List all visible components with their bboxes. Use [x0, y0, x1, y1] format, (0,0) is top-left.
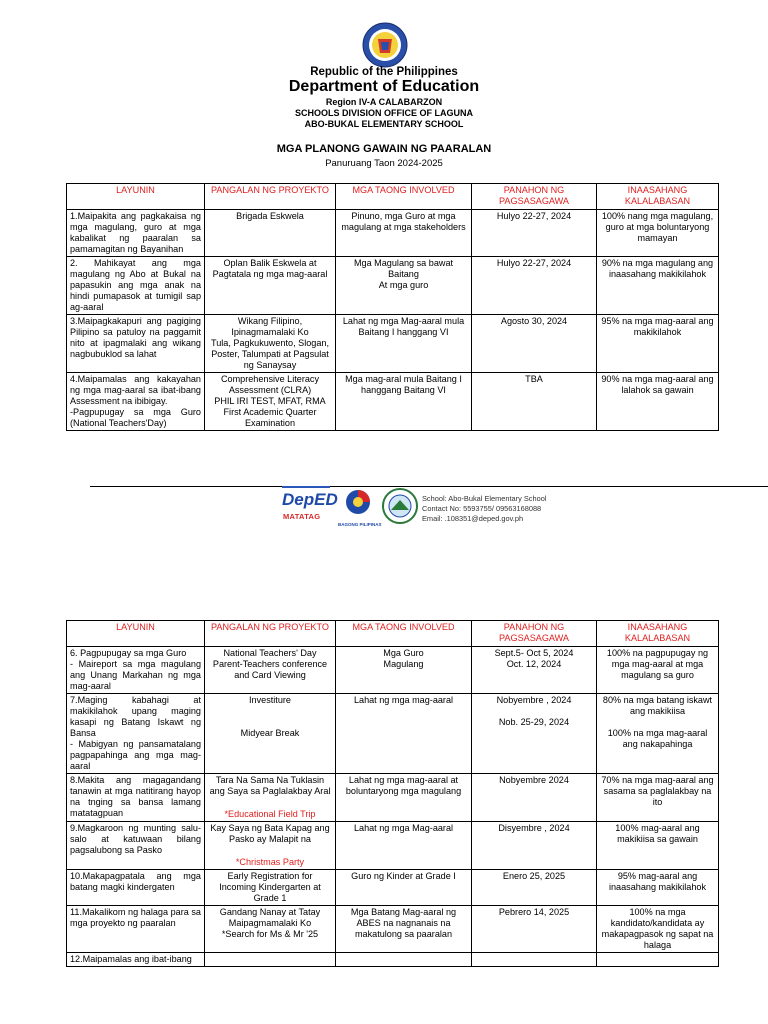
cell-layunin: [67, 822, 205, 870]
cell-kalalabasan-text: 95% na mga mag-aaral ang makikilahok: [601, 316, 714, 337]
contact-block: [422, 494, 546, 524]
cell-layunin: [67, 257, 205, 315]
cell-proyekto-text: Oplan Balik Eskwela at Pagtatala ng mga mag-aaral: [212, 258, 328, 279]
cell-proyekto: [205, 315, 336, 373]
table-row: [67, 953, 719, 967]
cell-proyekto-text: Comprehensive Literacy Assessment (CLRA) PHIL IRI TEST, MFAT, RMA First Academic Quarter Examination: [214, 374, 326, 428]
cell-proyekto: [205, 953, 336, 967]
deped-seal-icon: [362, 22, 408, 68]
cell-involved: [336, 953, 472, 967]
plan-table-2: [66, 620, 719, 967]
cell-layunin: [67, 315, 205, 373]
email-line: Email: .108351@deped.gov.ph: [422, 514, 524, 523]
cell-involved: [336, 906, 472, 953]
cell-panahon: [472, 906, 597, 953]
cell-involved-text: Mga Magulang sa bawat Baitang At mga guro: [353, 258, 454, 290]
cell-panahon: [472, 257, 597, 315]
cell-panahon-text: Hulyo 22-27, 2024: [496, 258, 572, 268]
cell-kalalabasan: [597, 315, 719, 373]
table-row: [67, 906, 719, 953]
cell-panahon: [472, 822, 597, 870]
cell-proyekto: [205, 373, 336, 431]
table-row: [67, 694, 719, 774]
header-layunin: LAYUNIN: [67, 621, 205, 647]
cell-involved-text: Lahat ng mga Mag-aaral: [353, 823, 454, 833]
header-layunin: LAYUNIN: [67, 184, 205, 210]
cell-layunin: [67, 210, 205, 257]
header-involved: MGA TAONG INVOLVED: [336, 621, 472, 647]
cell-proyekto-text: National Teachers' Day Parent-Teachers conference and Card Viewing: [212, 648, 328, 680]
cell-panahon: [472, 870, 597, 906]
cell-layunin: [67, 906, 205, 953]
cell-proyekto-text: Kay Saya ng Bata Kapag ang Pasko ay Malapit na: [210, 823, 330, 844]
cell-kalalabasan: [597, 822, 719, 870]
cell-layunin-text: 7.Maging kabahagi at makikilahok upang maging kasapi ng Batang Iskawt ng Bansa - Mabigyan ng pansamatalang pagpapahinga ang mga mag-aaral: [70, 695, 201, 771]
cell-kalalabasan-text: 100% na mga kandidato/kandidata ay makapagpasok ng sapat na halaga: [601, 907, 714, 950]
cell-layunin-text: 2. Mahikayat ang mga magulang ng Abo at Bukal na papasukin ang mga anak na hindi pumapasok at tumigil sap ag-aaral: [70, 258, 201, 312]
cell-proyekto: [205, 774, 336, 822]
plan-table-1: [66, 183, 719, 431]
document-title: MGA PLANONG GAWAIN NG PAARALAN: [276, 143, 492, 155]
cell-panahon: [472, 774, 597, 822]
cell-proyekto: [205, 906, 336, 953]
cell-layunin-text: 4.Maipamalas ang kakayahan ng mga mag-aaral sa ibat-ibang Assessment na ibibigay. -Pagpupugay sa mga Guro (National Teachers'Day): [70, 374, 201, 428]
activity-note: *Educational Field Trip: [224, 809, 316, 819]
republic-text: Republic of the Philippines: [310, 66, 458, 78]
table-row: [67, 647, 719, 694]
cell-layunin: [67, 694, 205, 774]
cell-involved: [336, 774, 472, 822]
cell-proyekto: [205, 257, 336, 315]
cell-kalalabasan-text: 100% mag-aaral ang makikiisa sa gawain: [615, 823, 700, 844]
header-proyekto: PANGALAN NG PROYEKTO: [205, 184, 336, 210]
cell-kalalabasan: [597, 870, 719, 906]
cell-layunin-text: 8.Makita ang magagandang tanawin at mga natitirang hayop na tnging sa bansa lamang matatagpuan: [70, 775, 201, 818]
cell-layunin-text: 1.Maipakita ang pagkakaisa ng mga magulang, guro at mga kabalikat ng paaralan sa pamamagitan ng Bayanihan: [70, 211, 201, 254]
cell-layunin-text: 9.Magkaroon ng munting salu-salo at katuwaan bilang pagsalubong sa Pasko: [70, 823, 201, 855]
cell-involved: [336, 373, 472, 431]
cell-panahon: [472, 210, 597, 257]
cell-proyekto-text: Early Registration for Incoming Kindergarten at Grade 1: [219, 871, 321, 903]
table-row: [67, 822, 719, 870]
school-seal-icon: [382, 488, 418, 524]
cell-kalalabasan-text: 100% nang mga magulang, guro at mga boluntaryong mamayan: [601, 211, 714, 243]
cell-kalalabasan-text: 95% mag-aaral ang inaasahang makikilahok: [608, 871, 707, 892]
cell-layunin: [67, 373, 205, 431]
footer-divider-accent: [282, 486, 330, 488]
table-row: [67, 870, 719, 906]
cell-involved: [336, 694, 472, 774]
header-panahon: PANAHON NG PAGSASAGAWA: [472, 621, 597, 647]
header-panahon: PANAHON NG PAGSASAGAWA: [472, 184, 597, 210]
cell-proyekto: [205, 822, 336, 870]
cell-kalalabasan-text: 80% na mga batang iskawt ang makikiisa 100% na mga mag-aaral ang nakapahinga: [602, 695, 713, 749]
department-title: Department of Education: [288, 78, 480, 95]
cell-involved-text: Lahat ng mga mag-aaral at boluntaryong mga magulang: [345, 775, 462, 796]
deped-logo: DepED: [282, 490, 338, 509]
cell-panahon-text: Agosto 30, 2024: [500, 316, 568, 326]
cell-proyekto-text: Wikang Filipino, Ipinagmamalaki Ko Tula, Pagkukuwento, Slogan, Poster, Talumpati at Pagsulat ng Sanaysay: [211, 316, 329, 370]
cell-panahon: [472, 373, 597, 431]
cell-panahon-text: Hulyo 22-27, 2024: [496, 211, 572, 221]
cell-kalalabasan-text: 90% na mga magulang ang inaasahang makikilahok: [601, 258, 714, 279]
cell-proyekto-text: Brigada Eskwela: [236, 211, 304, 221]
division-text: SCHOOLS DIVISION OFFICE OF LAGUNA: [294, 108, 473, 118]
cell-involved-text: Mga Guro Magulang: [383, 648, 424, 669]
cell-involved: [336, 822, 472, 870]
cell-kalalabasan: [597, 257, 719, 315]
cell-involved: [336, 257, 472, 315]
cell-proyekto: [205, 870, 336, 906]
school-line: School: Abo-Bukal Elementary School: [422, 494, 547, 503]
cell-panahon: [472, 953, 597, 967]
cell-involved-text: Lahat ng mga Mag-aaral mula Baitang I hanggang VI: [342, 316, 465, 337]
cell-panahon-text: Nobyembre 2024: [499, 775, 569, 785]
cell-proyekto-text: Investiture Midyear Break: [240, 695, 300, 738]
cell-layunin-text: 10.Makapagpatala ang mga batang magki kindergaten: [70, 871, 201, 892]
cell-kalalabasan: [597, 953, 719, 967]
cell-panahon-text: Nobyembre , 2024 Nob. 25-29, 2024: [496, 695, 572, 727]
cell-panahon-text: Pebrero 14, 2025: [498, 907, 570, 917]
cell-panahon: [472, 315, 597, 373]
cell-involved-text: Mga Batang Mag-aaral ng ABES na nagnanais na makatulong sa paaralan: [350, 907, 457, 939]
cell-kalalabasan: [597, 373, 719, 431]
cell-kalalabasan: [597, 694, 719, 774]
header-kalalabasan: INAASAHANG KALALABASAN: [597, 621, 719, 647]
bagong-pilipinas-icon: [340, 488, 376, 522]
cell-layunin-text: 3.Maipagkakapuri ang pagiging Pilipino sa patuloy na paggamit nito at ipagmalaki ang wikang nagbubuklod sa lahat: [70, 316, 201, 359]
school-name-text: ABO-BUKAL ELEMENTARY SCHOOL: [304, 119, 464, 129]
header-proyekto: PANGALAN NG PROYEKTO: [205, 621, 336, 647]
footer-divider: [90, 486, 768, 487]
cell-panahon-text: TBA: [525, 374, 543, 384]
bagong-pilipinas-label: BAGONG PILIPINAS: [338, 522, 382, 527]
cell-involved-text: Lahat ng mga mag-aaral: [353, 695, 454, 705]
cell-layunin: [67, 774, 205, 822]
cell-kalalabasan-text: 70% na mga mag-aaral ang sasama sa paglalakbay na ito: [601, 775, 714, 807]
contact-number-line: Contact No: 5593755/ 09563168088: [422, 504, 542, 513]
cell-layunin: [67, 647, 205, 694]
cell-panahon: [472, 694, 597, 774]
cell-kalalabasan: [597, 774, 719, 822]
cell-panahon-text: Sept.5- Oct 5, 2024 Oct. 12, 2024: [494, 648, 574, 669]
matatag-logo: MATATAG: [283, 512, 321, 521]
cell-involved: [336, 870, 472, 906]
header-involved: MGA TAONG INVOLVED: [336, 184, 472, 210]
table-row: [67, 210, 719, 257]
cell-proyekto-text: Gandang Nanay at Tatay Maipagmamalaki Ko *Search for Ms & Mr '25: [219, 907, 321, 939]
cell-layunin-text: 11.Makalikom ng halaga para sa mga proyekto ng paaralan: [70, 907, 201, 928]
cell-kalalabasan: [597, 906, 719, 953]
activity-note: *Christmas Party: [235, 857, 305, 867]
table-row: [67, 257, 719, 315]
cell-involved-text: Pinuno, mga Guro at mga magulang at mga stakeholders: [341, 211, 466, 232]
cell-proyekto: [205, 694, 336, 774]
table-row: [67, 315, 719, 373]
cell-involved-text: Guro ng Kinder at Grade I: [351, 871, 456, 881]
table-row: [67, 373, 719, 431]
cell-kalalabasan-text: 100% na pagpupugay ng mga mag-aaral at mga magulang sa guro: [606, 648, 709, 680]
cell-involved: [336, 647, 472, 694]
cell-involved: [336, 315, 472, 373]
region-text: Region IV-A CALABARZON: [325, 97, 443, 107]
cell-proyekto-text: Tara Na Sama Na Tuklasin ang Saya sa Paglalakbay Aral: [209, 775, 331, 796]
cell-kalalabasan: [597, 647, 719, 694]
cell-panahon: [472, 647, 597, 694]
cell-kalalabasan-text: 90% na mga mag-aaral ang lalahok sa gawain: [601, 374, 714, 395]
cell-proyekto: [205, 210, 336, 257]
cell-involved: [336, 210, 472, 257]
cell-layunin-text: 6. Pagpupugay sa mga Guro - Maireport sa mga magulang ang Unang Markahan ng mga mag-aaral: [70, 648, 201, 691]
cell-proyekto: [205, 647, 336, 694]
table-row: [67, 774, 719, 822]
cell-involved-text: Mga mag-aral mula Baitang I hanggang Baitang VI: [345, 374, 462, 395]
cell-layunin: [67, 953, 205, 967]
cell-panahon-text: Enero 25, 2025: [502, 871, 566, 881]
cell-kalalabasan: [597, 210, 719, 257]
cell-layunin-text: 12.Maipamalas ang ibat-ibang: [70, 954, 192, 964]
cell-panahon-text: Disyembre , 2024: [498, 823, 570, 833]
header-kalalabasan: INAASAHANG KALALABASAN: [597, 184, 719, 210]
cell-layunin: [67, 870, 205, 906]
school-year-text: Panuruang Taon 2024-2025: [325, 158, 443, 169]
